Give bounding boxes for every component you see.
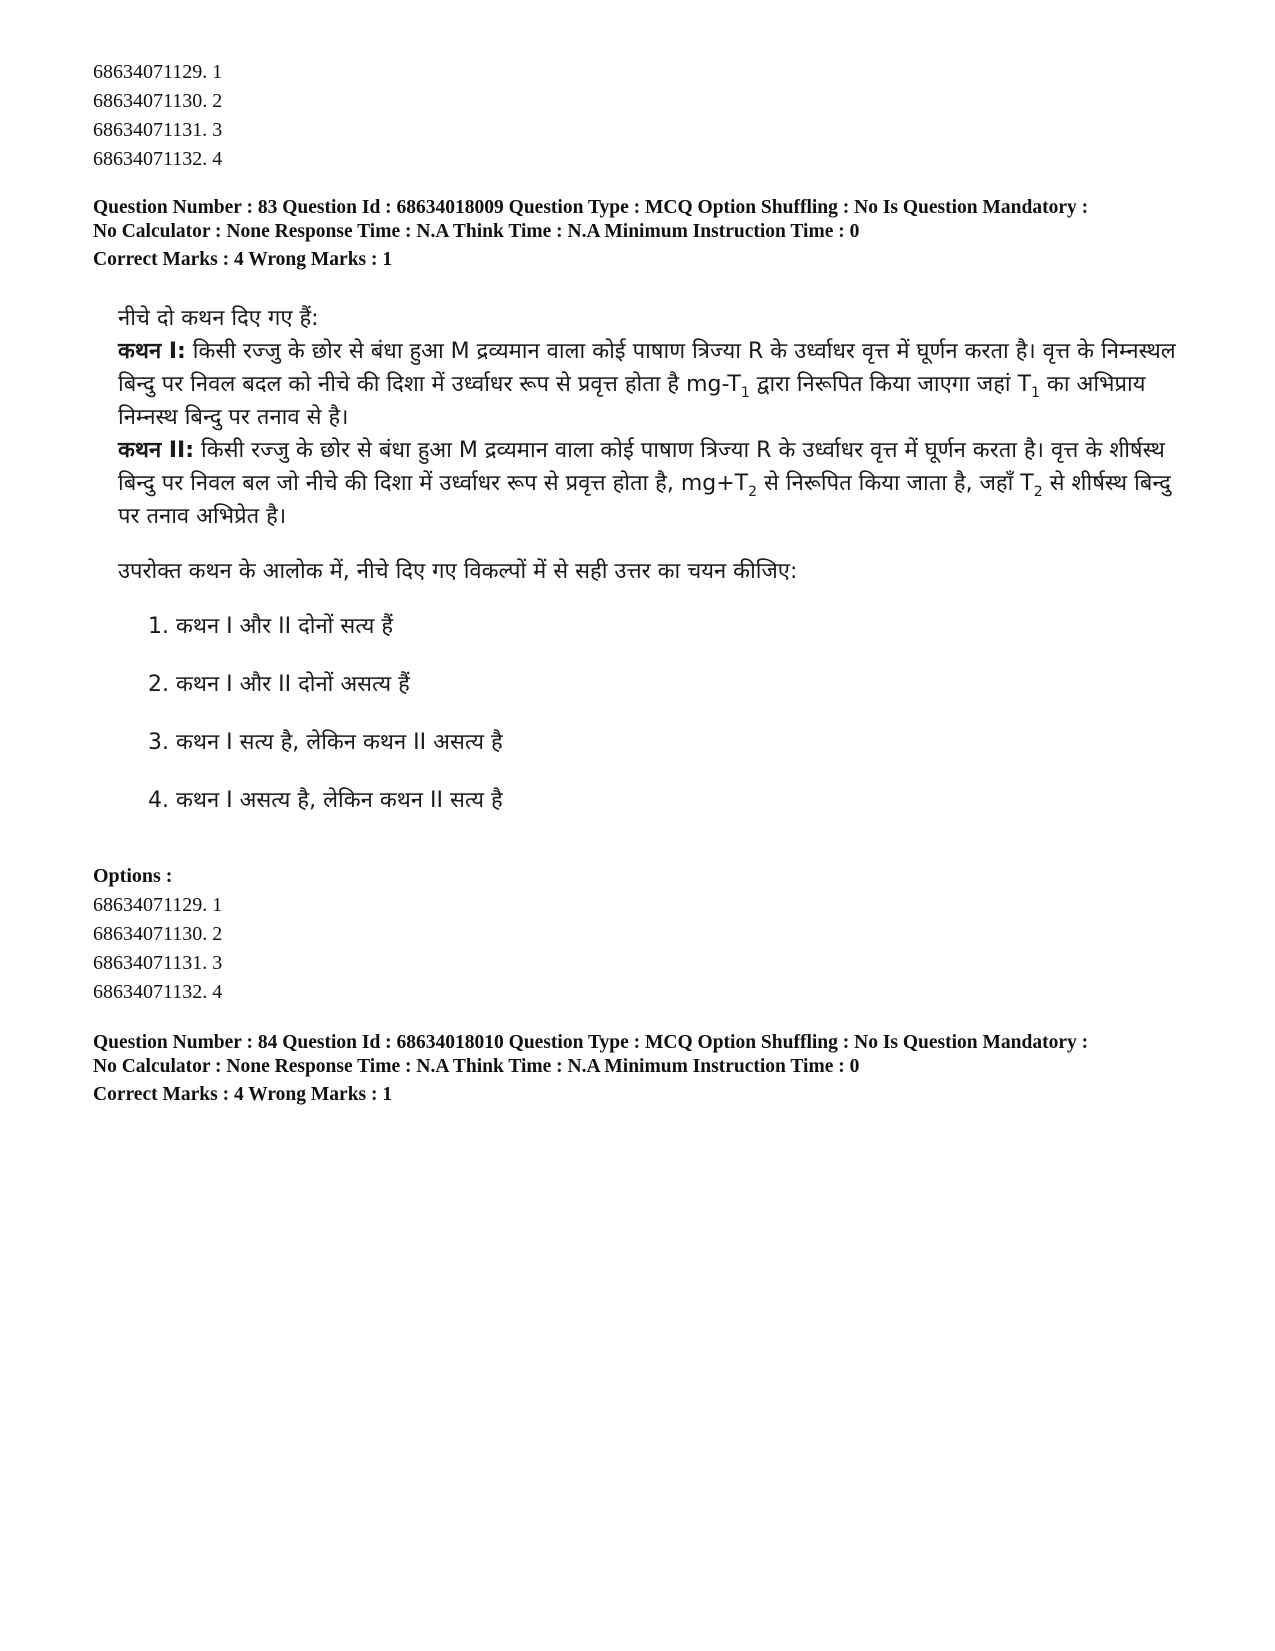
document-page (93, 58, 1193, 1107)
question-83-meta-line1: Question Number : 83 Question Id : 68634018009 Question Type : MCQ Option Shuffling : No Is Question Mandatory : (93, 197, 1089, 218)
statement-2: कथन II: किसी रज्जु के छोर से बंधा हुआ M द्रव्यमान वाला कोई पाषाण त्रिज्या R के उर्ध्वाधर वृत्त में घूर्णन करता है। वृत्त के शीर्षस्थ बिन्दु पर निवल बल जो नीचे की दिशा में उर्ध्वाधर रूप से प्रवृत्त होता है, $mg+T_2$ से निरूपित किया जाता है, जहाँ $T_2$ से शीर्षस्थ बिन्दु पर तनाव अभिप्रेत है। (118, 438, 1171, 529)
option-line: 68634071130. 2 (93, 90, 223, 112)
option-line: 68634071132. 4 (93, 148, 223, 170)
statement-1-label: कथन I: (118, 339, 186, 364)
answer-choice: 2. कथन I और II दोनों असत्य हैं (148, 672, 410, 697)
question-83-marks: Correct Marks : 4 Wrong Marks : 1 (93, 249, 393, 270)
option-line: 68634071132. 4 (93, 981, 223, 1003)
options-label: Options : (93, 865, 173, 887)
answer-choices (148, 610, 1188, 842)
option-line: 68634071131. 3 (93, 119, 223, 141)
question-intro: नीचे दो कथन दिए गए हैं: (118, 306, 319, 331)
answer-choice: 1. कथन I और II दोनों सत्य हैं (148, 614, 394, 639)
question-83-body (118, 302, 1188, 842)
option-line: 68634071131. 3 (93, 952, 223, 974)
statement-2-label: कथन II: (118, 438, 194, 463)
option-line: 68634071129. 1 (93, 894, 223, 916)
question-instruction: उपरोक्त कथन के आलोक में, नीचे दिए गए विकल्पों में से सही उत्तर का चयन कीजिए: (118, 559, 798, 584)
question-83-options (93, 891, 1193, 1007)
question-84-marks: Correct Marks : 4 Wrong Marks : 1 (93, 1084, 393, 1105)
answer-choice: 3. कथन I सत्य है, लेकिन कथन II असत्य है (148, 730, 503, 755)
option-line: 68634071129. 1 (93, 61, 223, 83)
question-84-meta-line1: Question Number : 84 Question Id : 68634018010 Question Type : MCQ Option Shuffling : No Is Question Mandatory : (93, 1032, 1089, 1053)
answer-choice: 4. कथन I असत्य है, लेकिन कथन II सत्य है (148, 788, 503, 813)
question-83-header (93, 196, 1193, 272)
previous-question-options (93, 58, 1193, 174)
option-line: 68634071130. 2 (93, 923, 223, 945)
statement-1: कथन I: किसी रज्जु के छोर से बंधा हुआ M द्रव्यमान वाला कोई पाषाण त्रिज्या R के उर्ध्वाधर वृत्त में घूर्णन करता है। वृत्त के निम्नस्थल बिन्दु पर निवल बदल को नीचे की दिशा में उर्ध्वाधर रूप से प्रवृत्त होता है $mg-T_1$ द्वारा निरूपित किया जाएगा जहां $T_1$ का अभिप्राय निम्नस्थ बिन्दु पर तनाव से है। (118, 339, 1176, 430)
question-84-header (93, 1031, 1193, 1107)
question-83-meta-line2: No Calculator : None Response Time : N.A Think Time : N.A Minimum Instruction Time : 0 (93, 221, 860, 242)
question-84-meta-line2: No Calculator : None Response Time : N.A Think Time : N.A Minimum Instruction Time : 0 (93, 1056, 860, 1077)
